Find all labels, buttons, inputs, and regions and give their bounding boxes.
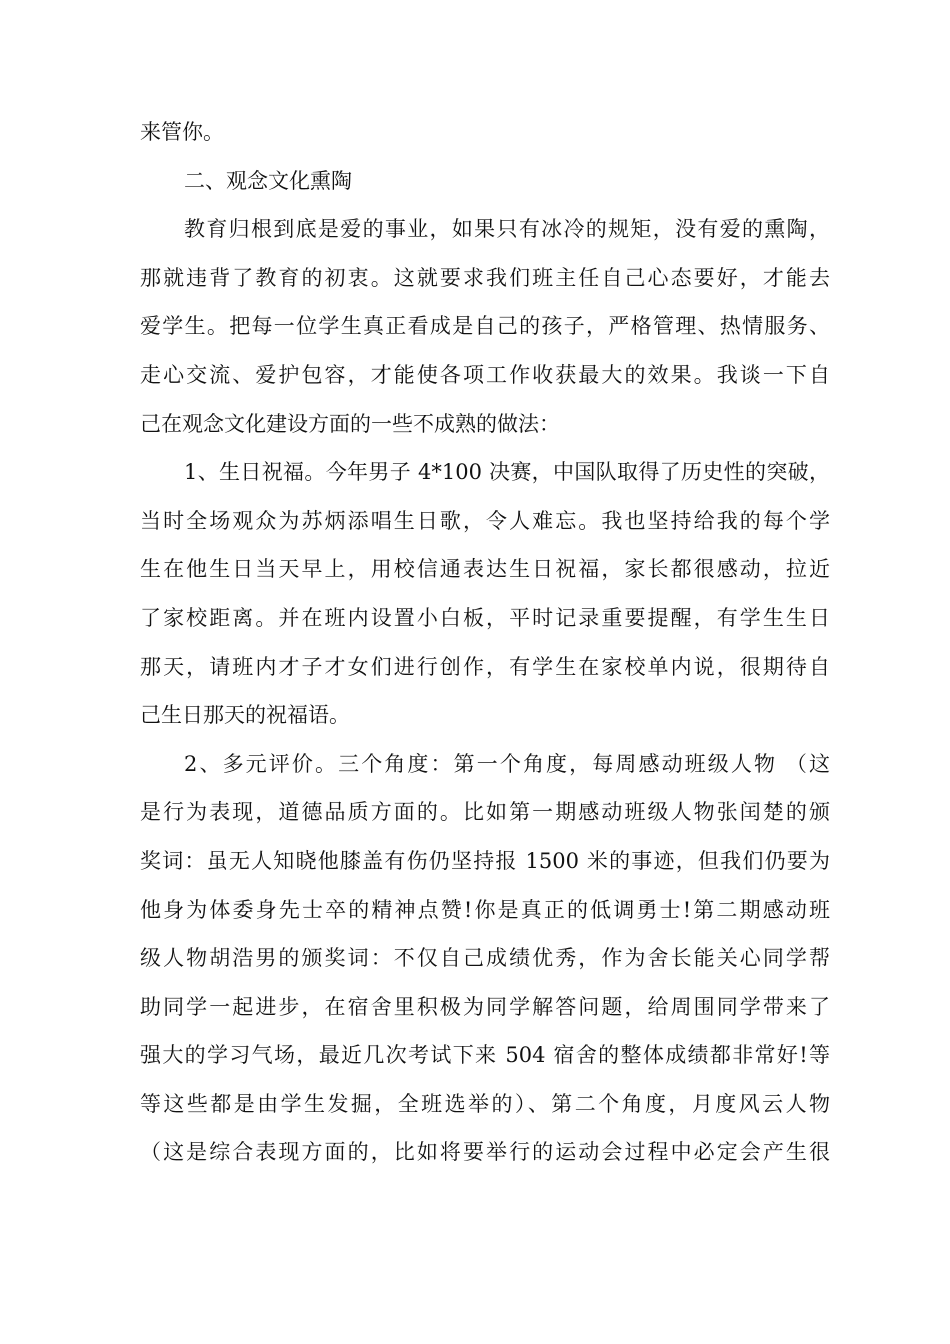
text-line: 己生日那天的祝福语。: [140, 703, 350, 728]
text-line: 教育归根到底是爱的事业，如果只有冰冷的规矩，没有爱的熏陶，: [184, 217, 830, 242]
text-line: 来管你。: [140, 120, 224, 144]
text-line: 二、观念文化熏陶: [184, 168, 352, 193]
text-line: 当时全场观众为苏炳添唱生日歌，令人难忘。我也坚持给我的每个学: [140, 508, 830, 533]
text-line: 了家校距离。并在班内设置小白板，平时记录重要提醒，有学生生日: [140, 605, 830, 630]
text-line: （这是综合表现方面的，比如将要举行的运动会过程中必定会产生很: [140, 1140, 830, 1165]
text-line: 奖词：虽无人知晓他膝盖有伤仍坚持报 1500 米的事迹，但我们仍要为: [140, 848, 830, 873]
text-line: 走心交流、爱护包容，才能使各项工作收获最大的效果。我谈一下自: [140, 362, 830, 387]
text-line: 爱学生。把每一位学生真正看成是自己的孩子，严格管理、热情服务、: [140, 314, 830, 339]
text-line: 那天，请班内才子才女们进行创作，有学生在家校单内说，很期待自: [140, 654, 830, 679]
text-line: 等这些都是由学生发掘，全班选举的）、第二个角度，月度风云人物: [140, 1091, 830, 1116]
text-line: 2、多元评价。三个角度：第一个角度，每周感动班级人物 （这: [184, 751, 830, 776]
text-line: 1、生日祝福。今年男子 4*100 决赛，中国队取得了历史性的突破，: [184, 460, 830, 485]
text-line: 是行为表现，道德品质方面的。比如第一期感动班级人物张闰楚的颁: [140, 800, 830, 825]
text-line: 那就违背了教育的初衷。这就要求我们班主任自己心态要好，才能去: [140, 265, 830, 290]
text-line: 他身为体委身先士卒的精神点赞!你是真正的低调勇士!第二期感动班: [140, 897, 830, 922]
text-line: 己在观念文化建设方面的一些不成熟的做法：: [140, 411, 560, 436]
text-line: 生在他生日当天早上，用校信通表达生日祝福，家长都很感动，拉近: [140, 557, 830, 582]
text-line: 级人物胡浩男的颁奖词：不仅自己成绩优秀，作为舍长能关心同学帮: [140, 946, 830, 971]
document-body: [140, 108, 830, 1177]
text-line: 强大的学习气场，最近几次考试下来 504 宿舍的整体成绩都非常好!等: [140, 1043, 830, 1068]
text-line: 助同学一起进步，在宿舍里积极为同学解答问题，给周围同学带来了: [140, 994, 830, 1019]
